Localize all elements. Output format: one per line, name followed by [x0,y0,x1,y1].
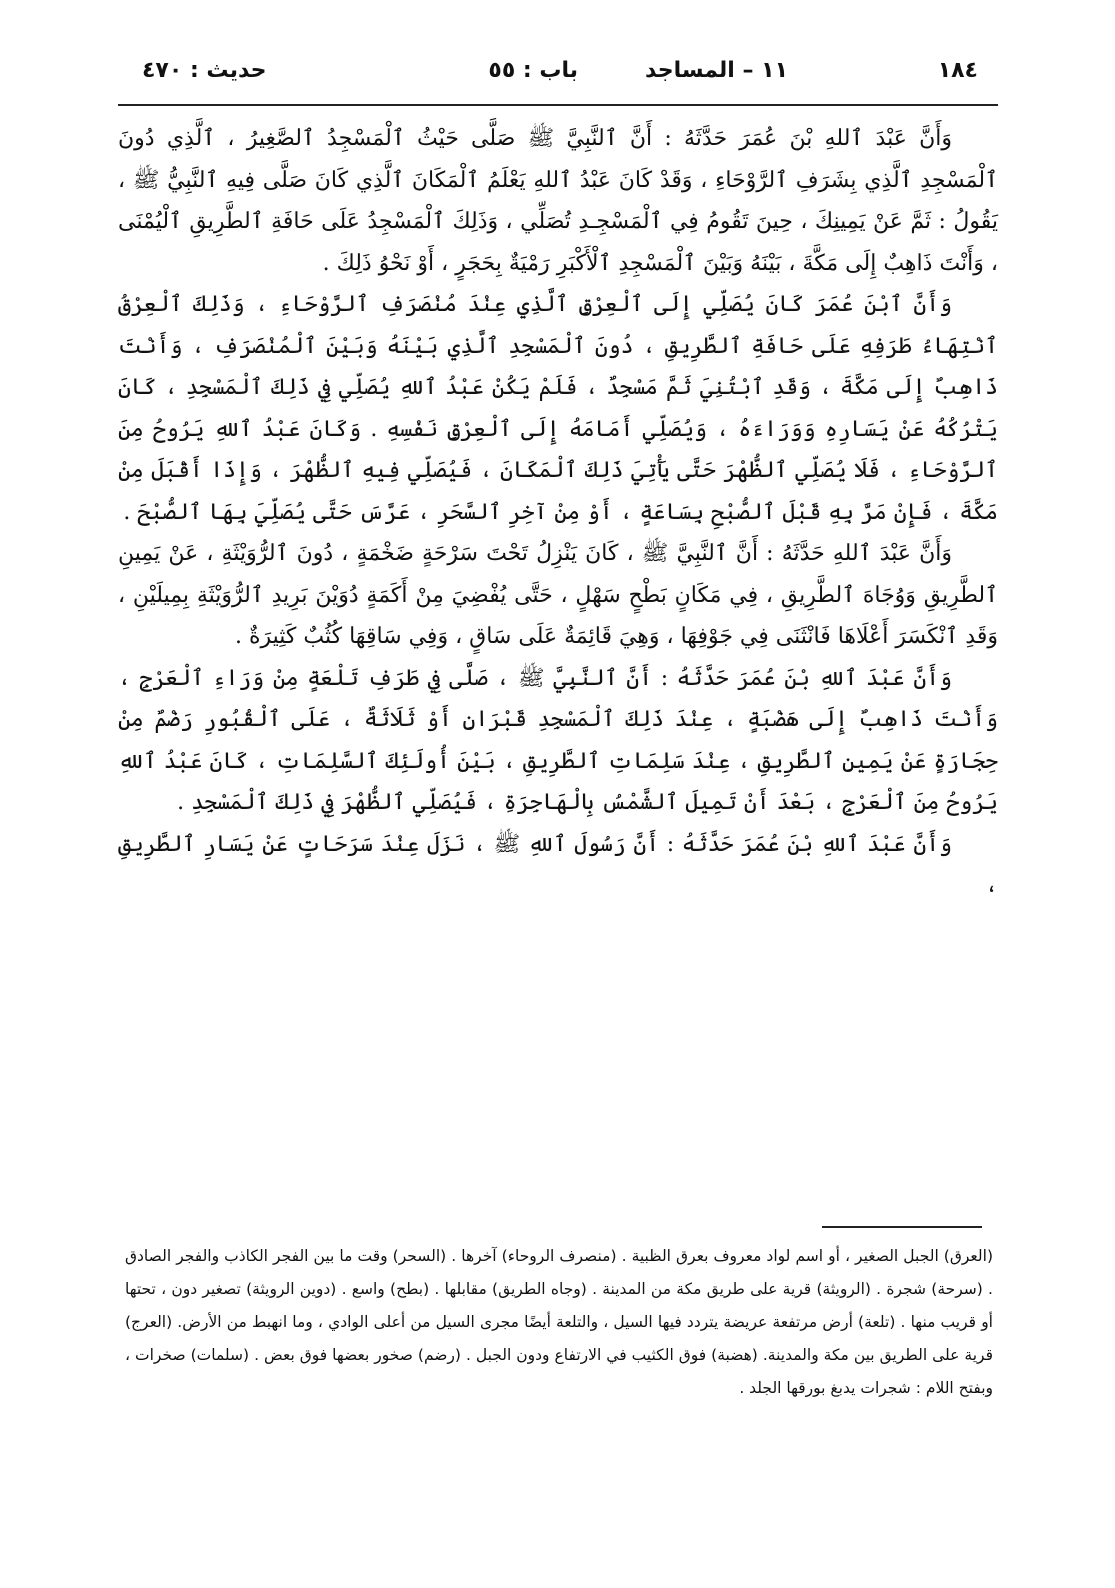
paragraph-5: وَأَنَّ عَبْدَ ٱللهِ بْنَ عُمَرَ حَدَّثَهُ : أَنَّ رَسُولَ ٱللهِ ﷺ ، نَزَلَ عِنْدَ سَرَحَاتٍ عَنْ يَسَارِ ٱلطَّرِيقِ ، [118,831,998,898]
footnotes [125,1240,993,1405]
footnote-divider [822,1226,982,1228]
chapter-title: ١١ – المساجد [645,58,788,83]
paragraph-2: وَأَنَّ ٱبْنَ عُمَرَ كَانَ يُصَلِّي إِلَى ٱلْعِرْقِ ٱلَّذِي عِنْدَ مُنْصَرَفِ ٱلرَّوْحَاءِ ، وَذَلِكَ ٱلْعِرْقُ ٱنْتِهَاءُ طَرَفِهِ عَلَى حَافَةِ ٱلطَّرِيقِ ، دُونَ ٱلْمَسْجِدِ ٱلَّذِي بَيْنَهُ وَبَيْنَ ٱلْمُنْصَرَفِ ، وَأَنْتَ ذَاهِبٌ إِلَى مَكَّةَ ، وَقَدِ ٱبْتُنِيَ ثَمَّ مَسْجِدٌ ، فَلَمْ يَكُنْ عَبْدُ ٱللهِ يُصَلِّي فِي ذَلِكَ ٱلْمَسْجِدِ ، كَانَ يَتْرُكُهُ عَنْ يَسَارِهِ وَوَرَاءَهُ ، وَيُصَلِّي أَمَامَهُ إِلَى ٱلْعِرْقِ نَفْسِهِ . وَكَانَ عَبْدُ ٱللهِ يَرُوحُ مِنَ ٱلرَّوْحَاءِ ، فَلَا يُصَلِّي ٱلظُّهْرَ حَتَّى يَأْتِيَ ذَلِكَ ٱلْمَكَانَ ، فَيُصَلِّي فِيهِ ٱلظُّهْرَ ، وَإِذَا أَقْبَلَ مِنْ مَكَّةَ ، فَإِنْ مَرَّ بِهِ قَبْلَ ٱلصُّبْحِ بِسَاعَةٍ ، أَوْ مِنْ آخِرِ ٱلسَّحَرِ ، عَرَّسَ حَتَّى يُصَلِّيَ بِهَا ٱلصُّبْحَ . [118,292,998,525]
running-header [142,58,978,94]
bab-number: باب : ٥٥ [488,58,578,83]
paragraph-3: وَأَنَّ عَبْدَ ٱللهِ حَدَّثَهُ : أَنَّ ٱلنَّبِيَّ ﷺ ، كَانَ يَنْزِلُ تَحْتَ سَرْحَةٍ ضَخْمَةٍ ، دُونَ ٱلرُّوَيْثَةِ ، عَنْ يَمِينِ ٱلطَّرِيقِ وَوُجَاهَ ٱلطَّرِيقِ ، فِي مَكَانٍ بَطْحٍ سَهْلٍ ، حَتَّى يُفْضِيَ مِنْ أَكَمَةٍ دُوَيْنَ بَرِيدِ ٱلرُّوَيْثَةِ بِمِيلَيْنِ ، وَقَدِ ٱنْكَسَرَ أَعْلَاهَا فَانْثَنَى فِي جَوْفِهَا ، وَهِيَ قَائِمَةٌ عَلَى سَاقٍ ، وَفِي سَاقِهَا كُثُبٌ كَثِيرَةٌ . [118,541,998,649]
footnote-text: (العرق) الجبل الصغير ، أو اسم لواد معروف بعرق الظبية . (منصرف الروحاء) آخرها . (السحر) وقت ما بين الفجر الكاذب والفجر الصادق . (سرحة) شجرة . (الرويثة) قرية على طريق مكة من المدينة . (وجاه الطريق) مقابلها . (بطح) واسع . (دوين الرويثة) تصغير دون ، تحتها أو قريب منها . (تلعة) أرض مرتفعة عريضة يتردد فيها السيل ، والتلعة أيضًا مجرى السيل من أعلى الوادي ، وما انهبط من الأرض. (العرج) قرية على الطريق بين مكة والمدينة. (هضبة) فوق الكثيب في الارتفاع ودون الجبل . (رضم) صخور بعضها فوق بعض . (سلمات) صخرات ، وبفتح اللام : شجرات يدبغ بورقها الجلد . [125,1247,993,1397]
header-divider [118,104,998,106]
hadith-number: حديث : ٤٧٠ [142,58,267,83]
hadith-text [118,118,998,907]
paragraph-4: وَأَنَّ عَبْدَ ٱللهِ بْنَ عُمَرَ حَدَّثَهُ : أَنَّ ٱلنَّبِيَّ ﷺ ، صَلَّى فِي طَرَفِ تَلْعَةٍ مِنْ وَرَاءِ ٱلْعَرْجِ ، وَأَنْتَ ذَاهِبٌ إِلَى هَضْبَةٍ ، عِنْدَ ذَلِكَ ٱلْمَسْجِدِ قَبْرَانِ أَوْ ثَلَاثَةٌ ، عَلَى ٱلْقُبُورِ رَضْمٌ مِنْ حِجَارَةٍ عَنْ يَمِينِ ٱلطَّرِيقِ ، عِنْدَ سَلِمَاتِ ٱلطَّرِيقِ ، بَيْنَ أُولَئِكَ ٱلسَّلِمَاتِ ، كَانَ عَبْدُ ٱللهِ يَرُوحُ مِنَ ٱلْعَرْجِ ، بَعْدَ أَنْ تَمِيلَ ٱلشَّمْسُ بِالْهَاجِرَةِ ، فَيُصَلِّي ٱلظُّهْرَ فِي ذَلِكَ ٱلْمَسْجِدِ . [118,665,998,815]
paragraph-1: وَأَنَّ عَبْدَ ٱللهِ بْنَ عُمَرَ حَدَّثَهُ : أَنَّ ٱلنَّبِيَّ ﷺ صَلَّى حَيْثُ ٱلْمَسْجِدُ ٱلصَّغِيرُ ، ٱلَّذِي دُونَ ٱلْمَسْجِدِ ٱلَّذِي بِشَرَفِ ٱلرَّوْحَاءِ ، وَقَدْ كَانَ عَبْدُ ٱللهِ يَعْلَمُ ٱلْمَكَانَ ٱلَّذِي كَانَ صَلَّى فِيهِ ٱلنَّبِيُّ ﷺ ، يَقُولُ : ثَمَّ عَنْ يَمِينِكَ ، حِينَ تَقُومُ فِي ٱلْمَسْجِـدِ تُصَلِّي ، وَذَلِكَ ٱلْمَسْجِدُ عَلَى حَافَةِ ٱلطَّرِيقِ ٱلْيُمْنَى ، وَأَنْتَ ذَاهِبٌ إِلَى مَكَّةَ ، بَيْنَهُ وَبَيْنَ ٱلْمَسْجِدِ ٱلْأَكْبَرِ رَمْيَةٌ بِحَجَرٍ ، أَوْ نَحْوُ ذَلِكَ . [118,126,998,276]
page-number: ١٨٤ [937,58,978,83]
